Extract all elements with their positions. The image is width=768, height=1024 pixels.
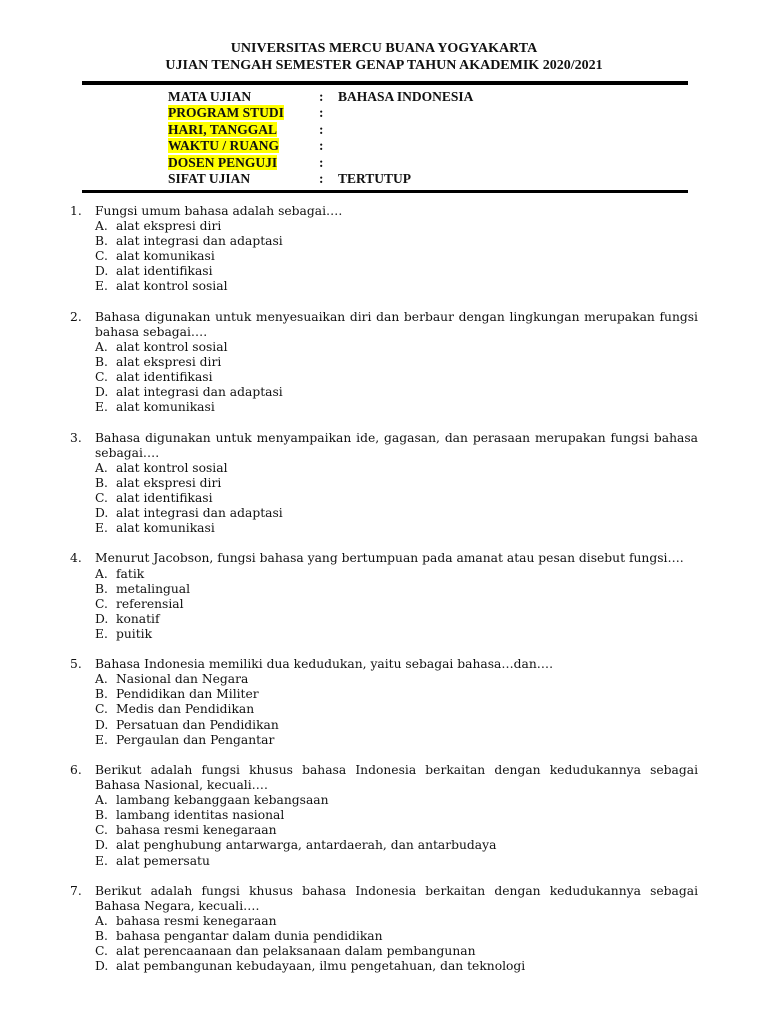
- question-text: Menurut Jacobson, fungsi bahasa yang bertumpuan pada amanat atau pesan disebut fungsi….: [95, 551, 684, 566]
- option-letter: A.: [95, 219, 108, 234]
- option-text: alat komunikasi: [116, 400, 215, 415]
- question-text: Bahasa digunakan untuk menyesuaikan diri dan berbaur dengan lingkungan merupakan fungsi bahasa sebagai….: [95, 309, 698, 339]
- option-letter: B.: [95, 687, 108, 702]
- option-text: bahasa resmi kenegaraan: [116, 913, 277, 928]
- info-label: SIFAT UJIAN: [168, 170, 251, 186]
- question-number: 4.: [70, 551, 82, 566]
- option-letter: C.: [95, 370, 108, 385]
- option-letter: D.: [95, 959, 109, 974]
- option-letter: C.: [95, 702, 108, 717]
- answer-option: [70, 793, 698, 808]
- document-header: [0, 40, 768, 74]
- option-text: alat ekspresi diri: [116, 219, 222, 234]
- option-letter: D.: [95, 385, 109, 400]
- question-item: [70, 551, 698, 642]
- answer-option: [70, 914, 698, 929]
- answer-option: [70, 264, 698, 279]
- option-text: alat pemersatu: [116, 853, 210, 868]
- option-text: alat komunikasi: [116, 249, 215, 264]
- info-label: WAKTU / RUANG: [168, 138, 280, 154]
- option-letter: D.: [95, 264, 109, 279]
- option-letter: E.: [95, 400, 108, 415]
- answer-option: [70, 340, 698, 355]
- question-text: Fungsi umum bahasa adalah sebagai….: [95, 204, 343, 218]
- info-row: [168, 154, 324, 171]
- info-row: [168, 170, 412, 187]
- question-stem: [70, 763, 698, 793]
- answer-option: [70, 612, 698, 627]
- option-letter: B.: [95, 475, 108, 490]
- question-number: 3.: [70, 430, 82, 445]
- info-label: MATA UJIAN: [168, 89, 252, 104]
- option-text: alat identifikasi: [116, 370, 213, 385]
- question-number: 2.: [70, 309, 82, 324]
- question-number: 5.: [70, 657, 82, 672]
- question-stem: [70, 310, 698, 340]
- answer-option: [70, 219, 698, 234]
- info-colon: :: [319, 170, 324, 186]
- option-letter: E.: [95, 521, 108, 536]
- option-text: puitik: [116, 626, 153, 641]
- answer-option: [70, 476, 698, 491]
- question-item: [70, 204, 698, 295]
- question-stem: [70, 431, 698, 461]
- question-item: [70, 310, 698, 416]
- info-colon: :: [319, 89, 324, 104]
- answer-option: [70, 929, 698, 944]
- option-letter: A.: [95, 566, 108, 581]
- option-text: metalingual: [116, 581, 191, 596]
- info-row: [168, 121, 324, 138]
- option-letter: B.: [95, 581, 108, 596]
- answer-option: [70, 582, 698, 597]
- answer-option: [70, 567, 698, 582]
- answer-option: [70, 672, 698, 687]
- option-letter: A.: [95, 672, 108, 687]
- answer-option: [70, 279, 698, 294]
- option-text: bahasa resmi kenegaraan: [116, 823, 277, 838]
- option-letter: A.: [95, 339, 108, 354]
- option-letter: C.: [95, 596, 108, 611]
- option-text: lambang identitas nasional: [116, 808, 285, 823]
- info-colon: :: [319, 121, 324, 137]
- answer-option: [70, 838, 698, 853]
- option-text: alat penghubung antarwarga, antardaerah, dan antarbudaya: [116, 838, 497, 853]
- option-text: referensial: [116, 596, 184, 611]
- option-text: Persatuan dan Pendidikan: [116, 717, 279, 732]
- option-letter: D.: [95, 506, 109, 521]
- option-letter: A.: [95, 913, 108, 928]
- answer-option: [70, 718, 698, 733]
- option-letter: E.: [95, 853, 108, 868]
- info-label: HARI, TANGGAL: [168, 121, 278, 137]
- option-letter: B.: [95, 808, 108, 823]
- option-text: bahasa pengantar dalam dunia pendidikan: [116, 929, 383, 944]
- info-row: [168, 138, 324, 154]
- info-colon: :: [319, 154, 324, 170]
- option-letter: E.: [95, 732, 108, 747]
- option-text: alat identifikasi: [116, 490, 213, 505]
- answer-option: [70, 687, 698, 702]
- option-text: Pergaulan dan Pengantar: [116, 732, 275, 747]
- answer-option: [70, 733, 698, 748]
- option-letter: B.: [95, 355, 108, 370]
- answer-option: [70, 944, 698, 959]
- question-item: [70, 763, 698, 869]
- answer-option: [70, 385, 698, 400]
- option-letter: E.: [95, 279, 108, 294]
- info-colon: :: [319, 105, 324, 121]
- option-letter: C.: [95, 490, 108, 505]
- answer-option: [70, 400, 698, 415]
- option-letter: A.: [95, 460, 108, 475]
- option-text: Pendidikan dan Militer: [116, 687, 259, 702]
- answer-option: [70, 702, 698, 717]
- option-text: alat integrasi dan adaptasi: [116, 234, 283, 249]
- option-text: alat integrasi dan adaptasi: [116, 506, 283, 521]
- option-text: alat identifikasi: [116, 264, 213, 279]
- question-list: [70, 204, 698, 990]
- info-row: [168, 105, 324, 121]
- info-label: DOSEN PENGUJI: [168, 154, 278, 170]
- question-stem: [70, 657, 698, 672]
- option-text: alat ekspresi diri: [116, 475, 222, 490]
- question-stem: [70, 551, 698, 566]
- option-text: alat pembangunan kebudayaan, ilmu pengetahuan, dan teknologi: [116, 959, 526, 974]
- option-text: fatik: [116, 566, 145, 581]
- option-text: konatif: [116, 611, 160, 626]
- info-value: BAHASA INDONESIA: [338, 89, 474, 104]
- question-stem: [70, 204, 698, 219]
- question-item: [70, 431, 698, 537]
- question-text: Bahasa digunakan untuk menyampaikan ide, gagasan, dan perasaan merupakan fungsi bahasa sebagai….: [95, 430, 698, 460]
- option-text: alat integrasi dan adaptasi: [116, 385, 283, 400]
- answer-option: [70, 808, 698, 823]
- option-letter: A.: [95, 793, 108, 808]
- answer-option: [70, 491, 698, 506]
- question-text: Berikut adalah fungsi khusus bahasa Indonesia berkaitan dengan kedudukannya sebagai Bahasa Negara, kecuali….: [95, 883, 698, 913]
- answer-option: [70, 854, 698, 869]
- answer-option: [70, 370, 698, 385]
- answer-option: [70, 823, 698, 838]
- question-stem: [70, 884, 698, 914]
- answer-option: [70, 249, 698, 264]
- answer-option: [70, 521, 698, 536]
- question-number: 6.: [70, 762, 82, 777]
- question-number: 1.: [70, 204, 82, 218]
- option-text: lambang kebanggaan kebangsaan: [116, 793, 329, 808]
- exam-info-table: [168, 89, 474, 187]
- option-letter: D.: [95, 717, 109, 732]
- option-letter: C.: [95, 944, 108, 959]
- answer-option: [70, 355, 698, 370]
- info-row: [168, 89, 474, 105]
- header-divider-bottom: [82, 190, 688, 193]
- option-letter: C.: [95, 249, 108, 264]
- option-text: alat perencaanaan dan pelaksanaan dalam pembangunan: [116, 944, 476, 959]
- answer-option: [70, 461, 698, 476]
- info-value: TERTUTUP: [338, 170, 412, 186]
- option-letter: E.: [95, 626, 108, 641]
- university-name: UNIVERSITAS MERCU BUANA YOGYAKARTA: [230, 41, 538, 56]
- header-divider-top: [82, 81, 688, 85]
- question-number: 7.: [70, 883, 82, 898]
- info-label: PROGRAM STUDI: [168, 105, 284, 121]
- answer-option: [70, 597, 698, 612]
- option-letter: D.: [95, 838, 109, 853]
- option-text: alat kontrol sosial: [116, 339, 228, 354]
- option-text: alat kontrol sosial: [116, 460, 228, 475]
- option-text: Nasional dan Negara: [116, 672, 249, 687]
- option-letter: B.: [95, 929, 108, 944]
- answer-option: [70, 627, 698, 642]
- question-text: Berikut adalah fungsi khusus bahasa Indonesia berkaitan dengan kedudukannya sebagai Bahasa Nasional, kecuali….: [95, 762, 698, 793]
- answer-option: [70, 959, 698, 974]
- option-text: alat ekspresi diri: [116, 355, 222, 370]
- exam-title: UJIAN TENGAH SEMESTER GENAP TAHUN AKADEMIK 2020/2021: [165, 58, 603, 73]
- option-text: alat komunikasi: [116, 521, 215, 536]
- option-text: Medis dan Pendidikan: [116, 702, 255, 717]
- option-letter: D.: [95, 611, 109, 626]
- option-letter: B.: [95, 234, 108, 249]
- option-letter: C.: [95, 823, 108, 838]
- question-text: Bahasa Indonesia memiliki dua kedudukan, yaitu sebagai bahasa…dan….: [95, 657, 553, 672]
- option-text: alat kontrol sosial: [116, 279, 228, 294]
- answer-option: [70, 234, 698, 249]
- info-colon: :: [319, 138, 324, 154]
- question-item: [70, 884, 698, 975]
- question-item: [70, 657, 698, 748]
- answer-option: [70, 506, 698, 521]
